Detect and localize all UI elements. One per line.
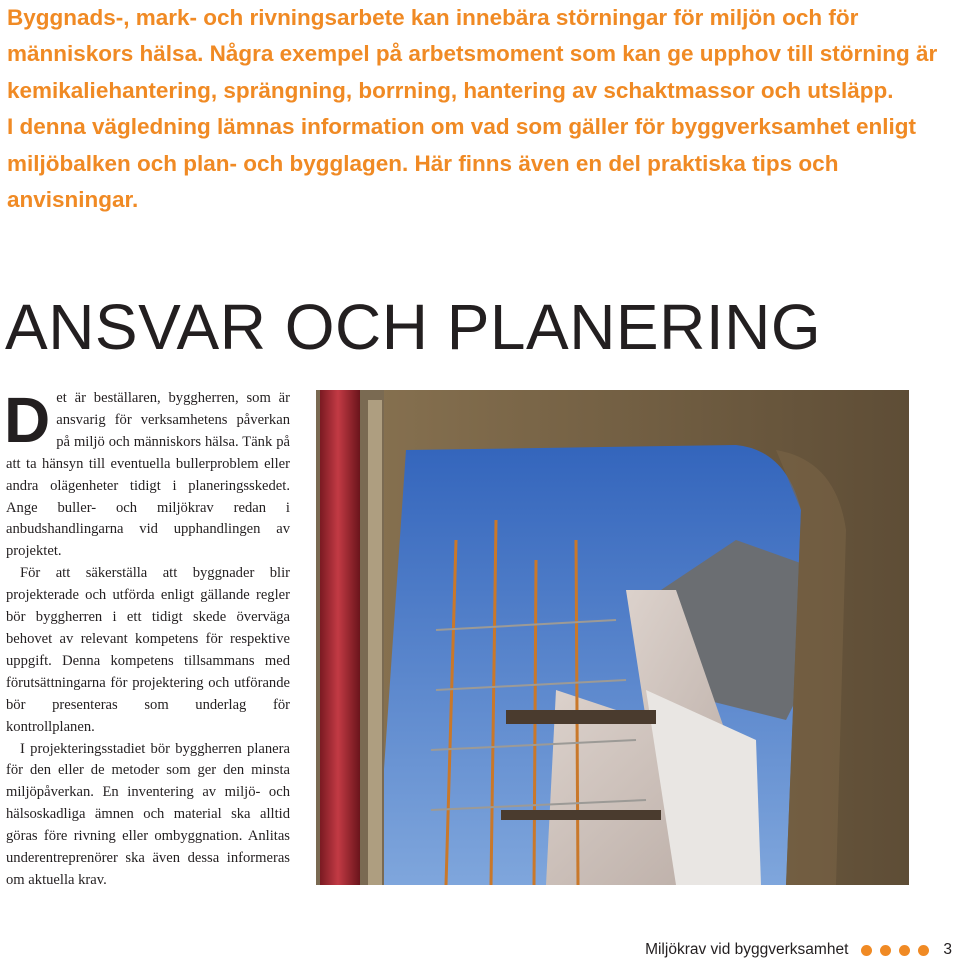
intro-paragraph-2: I denna vägledning lämnas information om vad som gäller för byggverksamhet enligt miljöbalken och plan- och bygglagen. Här finns även en del praktiska tips och anvisningar. [7, 114, 916, 213]
body-text-column [4, 384, 290, 892]
body-paragraph-2: För att säkerställa att byggnader blir projekterade och utförda enligt gällande regler bör byggherren i ett tidigt skede överväga behovet av relevant kompetens för respektive uppgift. Denna kompetens tillsammans med förutsättningarna för projektering och utförande bör presenteras som underlag för kontrollplanen. [6, 565, 290, 735]
footer-dot-icon [861, 945, 872, 956]
intro-paragraph-1: Byggnads-, mark- och rivningsarbete kan innebära störningar för miljön och för människors hälsa. Några exempel på arbetsmoment som kan ge upphov till störning är kemikaliehantering, sprängning, borrning, hantering av schaktmassor och utsläpp. [7, 5, 938, 103]
page-number: 3 [943, 941, 952, 958]
footer-dot-icon [899, 945, 910, 956]
page-footer [645, 939, 952, 961]
footer-dot-icon [880, 945, 891, 956]
drop-cap: D [4, 384, 51, 456]
body-paragraph-3: I projekteringsstadiet bör byggherren planera för den eller de metoder som ger den minsta miljöpåverkan. En inventering av miljö- och hälsoskadliga ämnen och material ska alltid göras före rivning eller ombyggnation. Anlitas underentreprenörer ska även dessa informeras om aktuella krav. [6, 740, 290, 888]
footer-title: Miljökrav vid byggverksamhet [645, 941, 849, 958]
body-paragraph-1-text: et är beställaren, byggherren, som är ansvarig för verksamhetens påverkan på miljö och människors hälsa. Tänk på att ta hänsyn till eventuella bullerproblem eller andra olägenheter tidigt i planeringsskedet. Ange buller- och miljökrav redan i anbudshandlingarna vid upphandlingen av projektet. [6, 390, 290, 560]
footer-dots [861, 945, 929, 956]
footer-dot-icon [918, 945, 929, 956]
scaffolding-photo [316, 390, 909, 885]
intro-text [7, 0, 947, 218]
body-paragraph-1 [4, 384, 290, 563]
section-heading: ANSVAR OCH PLANERING [5, 291, 822, 363]
